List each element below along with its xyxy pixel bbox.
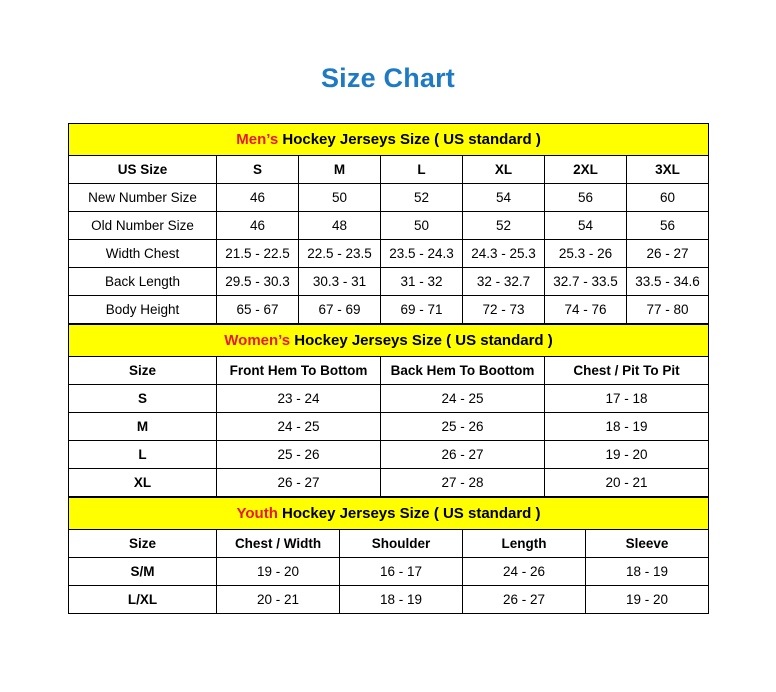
womens-header-cell: Front Hem To Bottom (217, 357, 381, 385)
row-label: Body Height (69, 296, 217, 324)
table-cell: 31 - 32 (381, 268, 463, 296)
table-cell: 67 - 69 (299, 296, 381, 324)
table-cell: 23 - 24 (217, 385, 381, 413)
youth-banner-rest: Hockey Jerseys Size ( US standard ) (277, 504, 541, 522)
table-cell: 18 - 19 (586, 558, 709, 586)
table-row (69, 240, 709, 268)
youth-banner-accent: Youth (236, 504, 278, 522)
table-row (69, 184, 709, 212)
table-cell: 20 - 21 (217, 586, 340, 614)
row-label: L (69, 441, 217, 469)
table-cell: 46 (217, 184, 299, 212)
table-row (69, 413, 709, 441)
youth-size-table (68, 497, 709, 614)
row-label: S/M (69, 558, 217, 586)
womens-header-row (69, 357, 709, 385)
table-cell: 20 - 21 (545, 469, 709, 497)
table-cell: 33.5 - 34.6 (627, 268, 709, 296)
youth-banner-cell (69, 498, 709, 530)
row-label: New Number Size (69, 184, 217, 212)
mens-header-cell: 2XL (545, 156, 627, 184)
table-cell: 25 - 26 (381, 413, 545, 441)
table-row (69, 558, 709, 586)
mens-header-cell: US Size (69, 156, 217, 184)
womens-header-cell: Chest / Pit To Pit (545, 357, 709, 385)
table-row (69, 385, 709, 413)
table-row (69, 296, 709, 324)
mens-header-cell: XL (463, 156, 545, 184)
table-cell: 22.5 - 23.5 (299, 240, 381, 268)
row-label: S (69, 385, 217, 413)
table-cell: 30.3 - 31 (299, 268, 381, 296)
mens-size-table (68, 123, 709, 324)
table-cell: 19 - 20 (545, 441, 709, 469)
mens-banner-accent: Men’s (236, 130, 279, 148)
table-cell: 56 (545, 184, 627, 212)
table-cell: 56 (627, 212, 709, 240)
table-cell: 25 - 26 (217, 441, 381, 469)
womens-banner-rest: Hockey Jerseys Size ( US standard ) (290, 331, 553, 349)
mens-banner-row (69, 124, 709, 156)
table-row (69, 212, 709, 240)
table-cell: 17 - 18 (545, 385, 709, 413)
table-cell: 19 - 20 (217, 558, 340, 586)
table-cell: 32.7 - 33.5 (545, 268, 627, 296)
table-cell: 23.5 - 24.3 (381, 240, 463, 268)
row-label: Old Number Size (69, 212, 217, 240)
table-cell: 26 - 27 (381, 441, 545, 469)
womens-header-cell: Back Hem To Boottom (381, 357, 545, 385)
table-cell: 74 - 76 (545, 296, 627, 324)
youth-header-cell: Chest / Width (217, 530, 340, 558)
youth-banner-row (69, 498, 709, 530)
tables-container (68, 94, 708, 614)
table-cell: 52 (463, 212, 545, 240)
table-cell: 60 (627, 184, 709, 212)
table-cell: 24 - 26 (463, 558, 586, 586)
youth-header-cell: Size (69, 530, 217, 558)
womens-size-table (68, 324, 709, 497)
table-cell: 52 (381, 184, 463, 212)
mens-header-cell: L (381, 156, 463, 184)
womens-banner-accent: Women’s (224, 331, 291, 349)
table-cell: 48 (299, 212, 381, 240)
mens-header-cell: M (299, 156, 381, 184)
youth-header-cell: Sleeve (586, 530, 709, 558)
womens-header-cell: Size (69, 357, 217, 385)
mens-banner-cell (69, 124, 709, 156)
table-cell: 26 - 27 (627, 240, 709, 268)
mens-header-cell: 3XL (627, 156, 709, 184)
table-cell: 46 (217, 212, 299, 240)
row-label: L/XL (69, 586, 217, 614)
table-cell: 21.5 - 22.5 (217, 240, 299, 268)
youth-header-cell: Shoulder (340, 530, 463, 558)
table-cell: 54 (463, 184, 545, 212)
mens-banner-rest: Hockey Jerseys Size ( US standard ) (278, 130, 541, 148)
table-cell: 32 - 32.7 (463, 268, 545, 296)
row-label: M (69, 413, 217, 441)
table-cell: 24.3 - 25.3 (463, 240, 545, 268)
row-label: Back Length (69, 268, 217, 296)
table-row (69, 469, 709, 497)
table-cell: 54 (545, 212, 627, 240)
table-cell: 24 - 25 (217, 413, 381, 441)
table-cell: 69 - 71 (381, 296, 463, 324)
table-cell: 27 - 28 (381, 469, 545, 497)
womens-banner-row (69, 325, 709, 357)
youth-header-row (69, 530, 709, 558)
row-label: Width Chest (69, 240, 217, 268)
row-label: XL (69, 469, 217, 497)
table-cell: 65 - 67 (217, 296, 299, 324)
table-cell: 50 (381, 212, 463, 240)
table-cell: 72 - 73 (463, 296, 545, 324)
table-cell: 18 - 19 (545, 413, 709, 441)
youth-header-cell: Length (463, 530, 586, 558)
table-row (69, 441, 709, 469)
table-cell: 77 - 80 (627, 296, 709, 324)
mens-header-row (69, 156, 709, 184)
table-cell: 26 - 27 (463, 586, 586, 614)
mens-header-cell: S (217, 156, 299, 184)
table-cell: 19 - 20 (586, 586, 709, 614)
table-cell: 24 - 25 (381, 385, 545, 413)
table-row (69, 268, 709, 296)
table-cell: 50 (299, 184, 381, 212)
table-cell: 29.5 - 30.3 (217, 268, 299, 296)
table-cell: 25.3 - 26 (545, 240, 627, 268)
table-cell: 18 - 19 (340, 586, 463, 614)
table-cell: 16 - 17 (340, 558, 463, 586)
table-row (69, 586, 709, 614)
page-title: Size Chart (320, 63, 456, 93)
table-cell: 26 - 27 (217, 469, 381, 497)
womens-banner-cell (69, 325, 709, 357)
